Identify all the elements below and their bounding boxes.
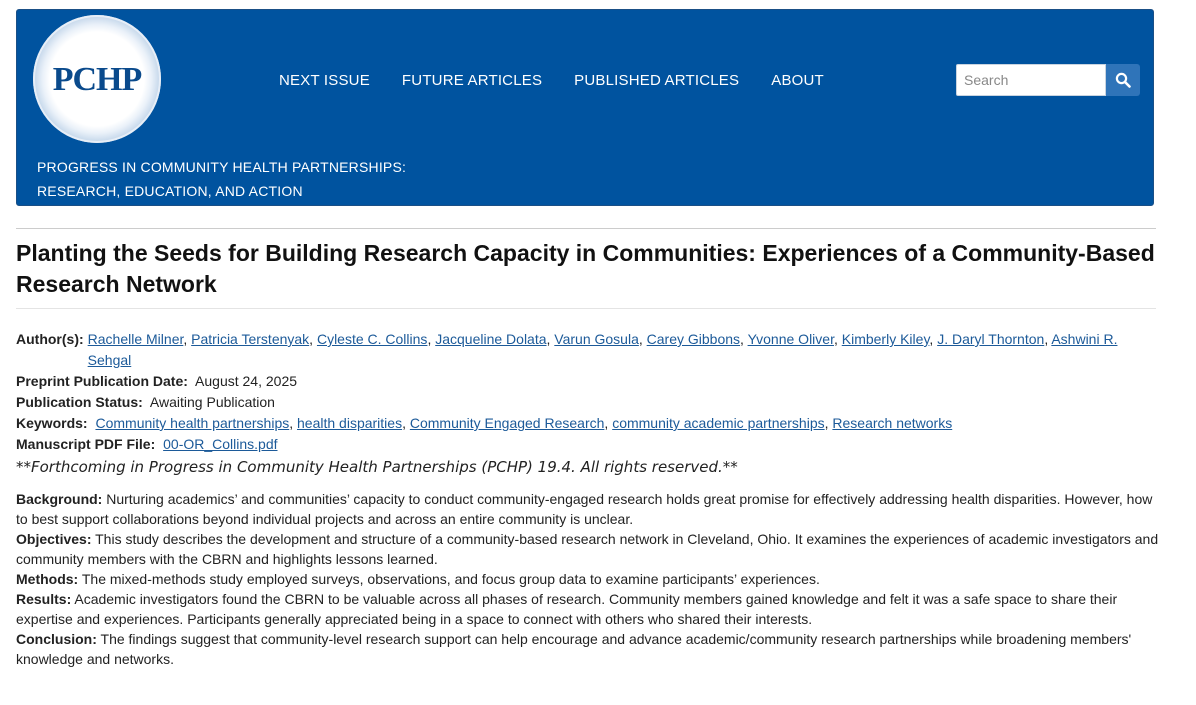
author-link[interactable]: Varun Gosula [554, 331, 639, 347]
authors-list: Rachelle Milner, Patricia Terstenyak, Cyleste C. Collins, Jacqueline Dolata, Varun Gosula, Carey Gibbons, Yvonne Oliver, Kimberly Kiley, J. Daryl Thornton, Ashwini R. Sehgal [87, 331, 1118, 368]
keywords-row [16, 413, 1156, 434]
main-nav [279, 72, 856, 89]
author-link[interactable]: J. Daryl Thornton [937, 331, 1045, 347]
pdf-link[interactable]: 00-OR_Collins.pdf [163, 436, 278, 452]
pchp-logo[interactable] [33, 15, 161, 143]
authors-label: Author(s): [16, 331, 84, 347]
search-input[interactable] [956, 64, 1106, 96]
preprint-date-label: Preprint Publication Date: [16, 373, 188, 389]
authors-row [16, 329, 1156, 371]
author-link[interactable]: Jacqueline Dolata [435, 331, 547, 347]
author-link[interactable]: Carey Gibbons [646, 331, 741, 347]
search-button[interactable] [1106, 64, 1140, 96]
abstract-section-text: The mixed-methods study employed surveys, observations, and focus group data to examine participants’ experiences. [81, 571, 820, 587]
journal-tagline [37, 155, 406, 203]
article-metadata [16, 329, 1156, 478]
nav-future-articles[interactable]: FUTURE ARTICLES [401, 72, 543, 89]
abstract [16, 489, 1161, 669]
keywords-list: Community health partnerships, health disparities, Community Engaged Research, community academic partnerships, Research networks [95, 415, 953, 431]
keywords-label: Keywords: [16, 415, 88, 431]
abstract-section-text: This study describes the development and structure of a community-based research network in Cleveland, Ohio. It examines the experiences of academic investigators and community members with the CBRN and highlights lessons learned. [16, 531, 1159, 567]
search-icon [1115, 72, 1131, 88]
tagline-line-1: PROGRESS IN COMMUNITY HEALTH PARTNERSHIPS: [37, 159, 407, 175]
keyword-link[interactable]: community academic partnerships [612, 415, 825, 431]
search-form [956, 64, 1140, 96]
nav-about[interactable]: ABOUT [771, 72, 824, 89]
nav-published-articles[interactable]: PUBLISHED ARTICLES [574, 72, 740, 89]
tagline-line-2: RESEARCH, EDUCATION, AND ACTION [37, 183, 303, 199]
author-link[interactable]: Patricia Terstenyak [191, 331, 310, 347]
abstract-section-label: Methods: [16, 571, 79, 587]
abstract-section [16, 489, 1161, 529]
site-header [16, 9, 1154, 206]
abstract-section-text: Academic investigators found the CBRN to be valuable across all phases of research. Community members gained knowledge and felt it was a safe space to share their expertise and experiences. Participants generally appreciated being in a space to connect with others who shared their interests. [16, 591, 1118, 627]
article-title: Planting the Seeds for Building Research Capacity in Communities: Experiences of a Community-Based Research Network [16, 240, 1155, 297]
abstract-section-text: Nurturing academics’ and communities’ capacity to conduct community-engaged research holds great promise for effectively addressing health disparities. However, how to best support collaborations beyond individual projects and across an entire community is unclear. [16, 491, 1153, 527]
author-link[interactable]: Rachelle Milner [87, 331, 184, 347]
forthcoming-notice: **Forthcoming in Progress in Community Health Partnerships (PCHP) 19.4. All rights reserved.** [16, 458, 738, 476]
keyword-link[interactable]: health disparities [297, 415, 403, 431]
divider-top [16, 228, 1156, 229]
keyword-link[interactable]: Research networks [832, 415, 953, 431]
logo-text: PCHP [52, 61, 142, 98]
publication-status-label: Publication Status: [16, 394, 143, 410]
abstract-section-label: Results: [16, 591, 72, 607]
author-link[interactable]: Cyleste C. Collins [316, 331, 428, 347]
abstract-section [16, 629, 1161, 669]
pdf-row [16, 434, 1156, 455]
preprint-date: August 24, 2025 [195, 373, 298, 389]
abstract-section-label: Background: [16, 491, 103, 507]
nav-next-issue[interactable]: NEXT ISSUE [279, 72, 370, 89]
author-link[interactable]: Kimberly Kiley [841, 331, 930, 347]
pdf-label: Manuscript PDF File: [16, 436, 156, 452]
keyword-link[interactable]: Community health partnerships [95, 415, 290, 431]
author-link[interactable]: Ashwini R. Sehgal [87, 331, 1118, 368]
preprint-date-row [16, 371, 1156, 392]
abstract-section [16, 529, 1161, 569]
publication-status: Awaiting Publication [149, 394, 275, 410]
abstract-section-label: Objectives: [16, 531, 92, 547]
abstract-section-text: The findings suggest that community-level research support can help encourage and advance academic/community research partnerships while broadening members' knowledge and networks. [16, 631, 1132, 667]
abstract-section [16, 589, 1161, 629]
abstract-section-label: Conclusion: [16, 631, 97, 647]
publication-status-row [16, 392, 1156, 413]
author-link[interactable]: Yvonne Oliver [747, 331, 834, 347]
divider-title [16, 308, 1156, 309]
abstract-section [16, 569, 1161, 589]
keyword-link[interactable]: Community Engaged Research [409, 415, 605, 431]
